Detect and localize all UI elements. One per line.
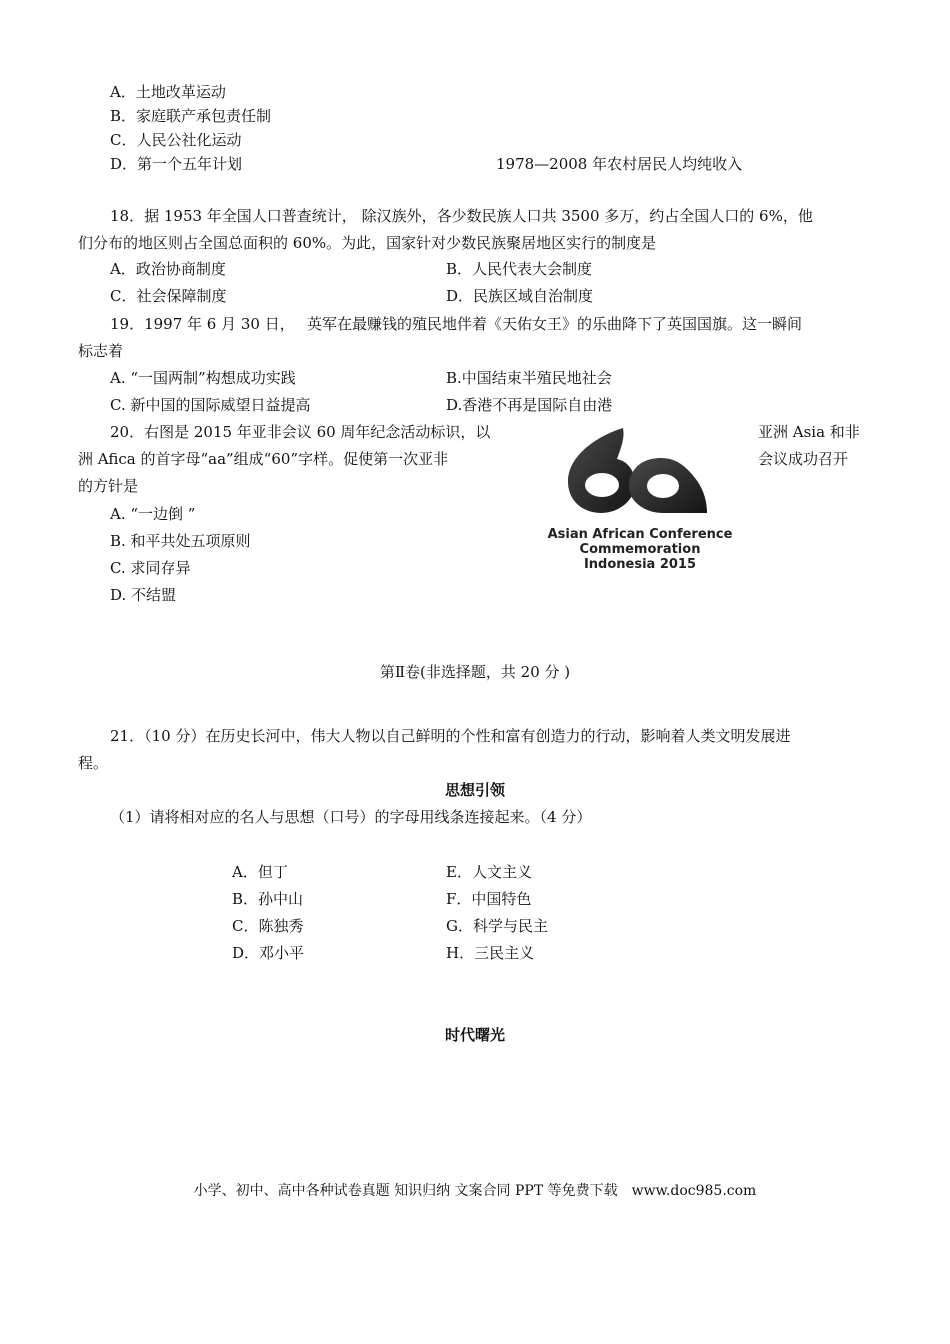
q18-stem-line2: 们分布的地区则占全国总面积的 60%。为此，国家针对少数民族聚居地区实行的制度是: [78, 234, 657, 252]
q17-chart-caption: 1978—2008 年农村居民人均纯收入: [496, 155, 743, 173]
q21-person-d: D．邓小平: [232, 944, 305, 962]
q21-person-c: C．陈独秀: [232, 917, 304, 935]
asian-african-conference-logo: [535, 428, 745, 578]
q18-option-c: C．社会保障制度: [110, 287, 227, 305]
q18-option-b: B．人民代表大会制度: [446, 260, 593, 278]
q21-heading-era: 时代曙光: [444, 1026, 505, 1044]
q21-stem-line1: 21．（10 分）在历史长河中，伟大人物以自己鲜明的个性和富有创造力的行动，影响着人类文明发展进: [110, 727, 791, 745]
q20-option-b: B. 和平共处五项原则: [110, 532, 251, 550]
q21-idea-h: H．三民主义: [446, 944, 535, 962]
q21-subquestion-1: （1）请将相对应的名人与思想（口号）的字母用线条连接起来。（4 分）: [110, 808, 592, 826]
q19-option-a: A. “一国两制”构想成功实践: [110, 369, 296, 387]
q20-option-a: A. “一边倒 ”: [110, 505, 196, 523]
q20-stem-line2-left: 洲 Afica 的首字母“aa”组成“60”字样。促使第一次亚非: [78, 450, 449, 468]
q20-option-d: D. 不结盟: [110, 586, 177, 604]
q20-stem-line3: 的方针是: [78, 477, 139, 495]
q21-idea-g: G．科学与民主: [446, 917, 548, 935]
q21-idea-e: E．人文主义: [446, 863, 532, 881]
q20-option-c: C. 求同存异: [110, 559, 191, 577]
q19-stem-line1: 19．1997 年 6 月 30 日， 英军在最赚钱的殖民地伴着《天佑女王》的乐曲降下了英国国旗。这一瞬间: [110, 315, 803, 333]
q18-option-a: A．政治协商制度: [110, 260, 226, 278]
logo-text-line1: Asian African Conference: [547, 527, 733, 542]
q17-option-b: B．家庭联产承包责任制: [110, 107, 272, 125]
q20-stem-line1-left: 20．右图是 2015 年亚非会议 60 周年纪念活动标识，以: [110, 423, 491, 441]
q21-idea-f: F．中国特色: [446, 890, 532, 908]
q19-stem-line2: 标志着: [78, 342, 124, 360]
page-footer: 小学、初中、高中各种试卷真题 知识归纳 文案合同 PPT 等免费下载 www.doc985.com: [193, 1183, 757, 1199]
section-ii-title: 第Ⅱ卷(非选择题，共 20 分 ): [379, 663, 571, 681]
q21-stem-line2: 程。: [78, 754, 109, 772]
q21-person-b: B．孙中山: [232, 890, 304, 908]
q17-option-c: C．人民公社化运动: [110, 131, 242, 149]
q19-option-b: B.中国结束半殖民地社会: [446, 369, 612, 387]
logo-text-line2: Commemoration: [579, 542, 701, 557]
q17-option-d: D．第一个五年计划: [110, 155, 243, 173]
q19-option-d: D.香港不再是国际自由港: [446, 396, 613, 414]
q20-stem-line2-right: 会议成功召开: [758, 450, 849, 468]
q20-stem-line1-right: 亚洲 Asia 和非: [758, 423, 860, 441]
q18-option-d: D．民族区域自治制度: [446, 287, 594, 305]
q19-option-c: C. 新中国的国际威望日益提高: [110, 396, 311, 414]
q21-person-a: A．但丁: [232, 863, 288, 881]
q21-heading-thought: 思想引领: [444, 781, 505, 799]
logo-text-line3: Indonesia 2015: [583, 557, 697, 572]
q17-option-a: A．土地改革运动: [110, 83, 226, 101]
q18-stem-line1: 18．据 1953 年全国人口普查统计， 除汉族外，各少数民族人口共 3500 多万，约占全国人口的 6%，他: [110, 207, 813, 225]
